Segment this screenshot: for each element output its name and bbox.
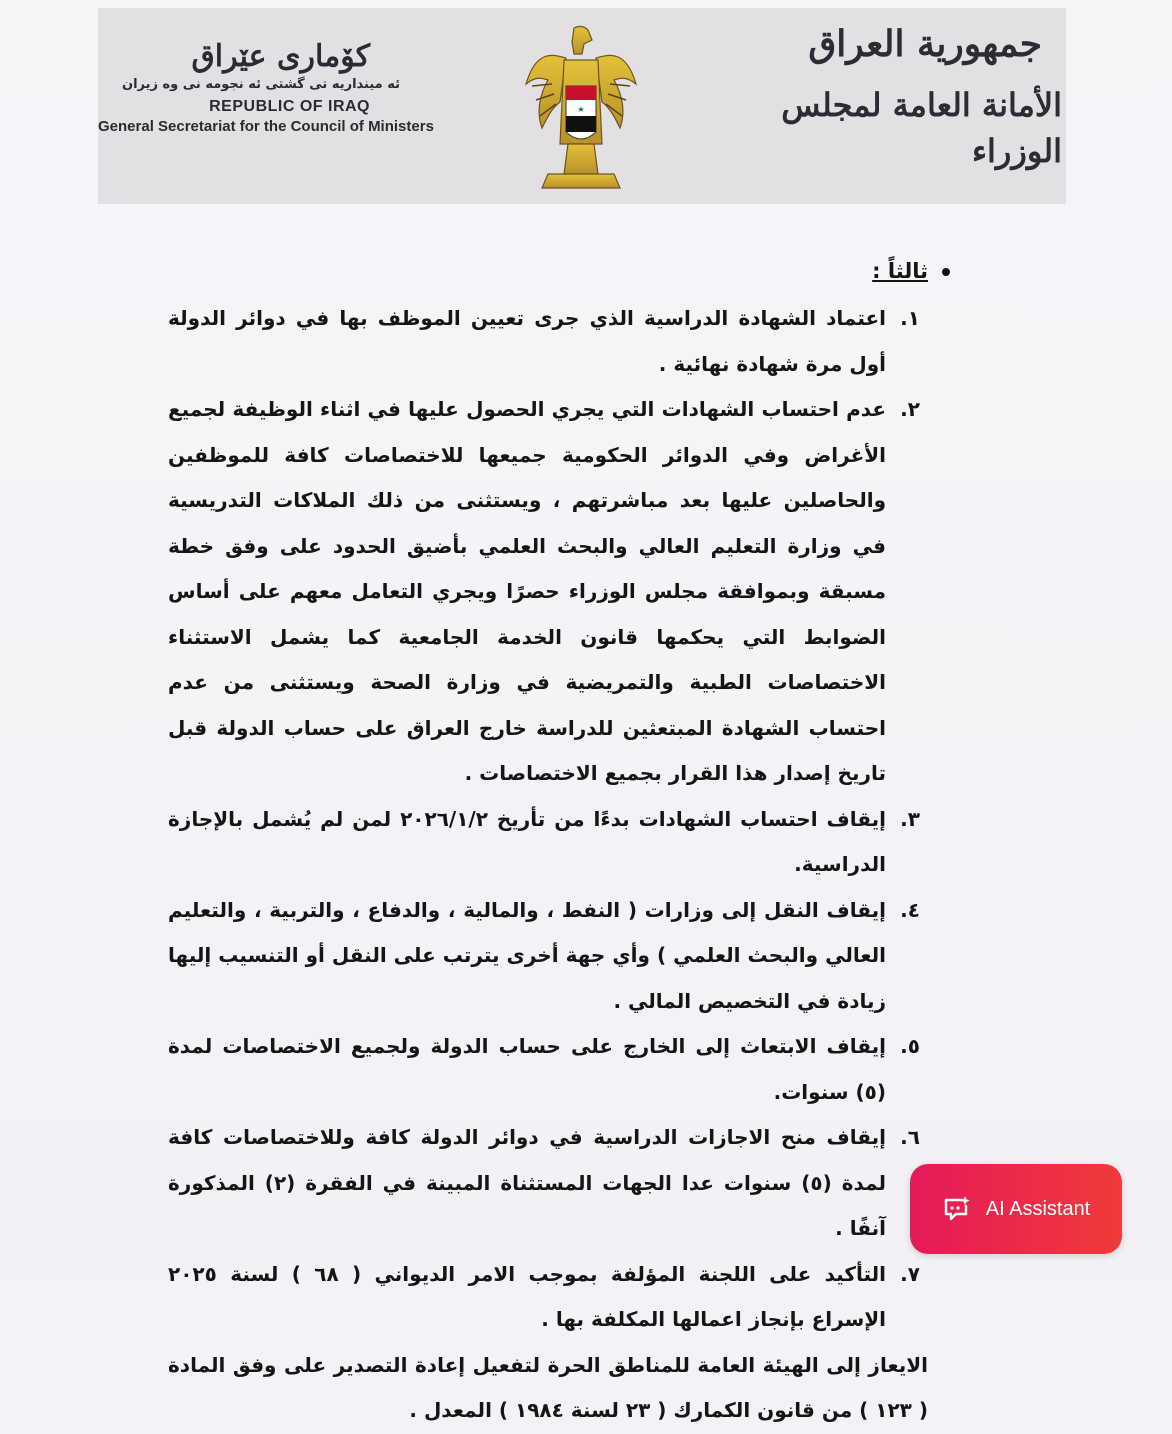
item-number: ٧. <box>900 1261 920 1286</box>
item-text: إيقاف احتساب الشهادات بدءًا من تأريخ ٢٠٢٦/١/٢ لمن لم يُشمل بالإجازة الدراسية. <box>168 806 886 876</box>
list-item <box>168 1115 920 1252</box>
arabic-republic: جمهورية العراق <box>808 23 1042 65</box>
kurdish-title: كۆماری عێراق <box>191 39 370 74</box>
final-paragraph: الايعاز إلى الهيئة العامة للمناطق الحرة لتفعيل إعادة التصدير على وفق المادة ( ١٢٣ ) من قانون الكمارك ( ٢٣ لسنة ١٩٨٤ ) المعدل . <box>168 1352 928 1422</box>
arabic-secretariat: الأمانة العامة لمجلس الوزراء <box>781 86 1062 170</box>
list-item <box>168 797 920 888</box>
item-text: إيقاف الابتعاث إلى الخارج على حساب الدولة ولجميع الاختصاصات لمدة (٥) سنوات. <box>168 1034 886 1104</box>
item-text: عدم احتساب الشهادات التي يجري الحصول عليها في اثناء الوظيفة لجميع الأغراض وفي الدوائر الحكومية جميعها للاختصاصات كافة للموظفين والحاصلين عليها بعد مباشرتهم ، ويستثنى من ذلك الملاكات التدريسية في وزارة التعليم العالي والبحث العلمي بأضيق الحدود على وفق خطة مسبقة وبموافقة مجلس الوزراء حصرًا ويجري التعامل معهم على أساس الضوابط التي يحكمها قانون الخدمة الجامعية كما يشمل الاستثناء الاختصاصات الطبية والتمريضية في وزارة الصحة ويستثنى من عدم احتساب الشهادة المبتعثين للدراسة خارج العراق على حساب الدولة قبل تاريخ إصدار هذا القرار بجميع الاختصاصات . <box>168 397 886 785</box>
item-number: ٦. <box>900 1125 920 1149</box>
item-number: ١. <box>900 306 920 330</box>
item-number: ٢. <box>900 397 920 421</box>
bullet-icon <box>942 268 950 276</box>
chat-sparkle-icon <box>942 1194 972 1224</box>
item-text: اعتماد الشهادة الدراسية الذي جرى تعيين الموظف بها في دوائر الدولة أول مرة شهادة نهائية . <box>168 306 886 376</box>
english-republic: REPUBLIC OF IRAQ <box>209 98 370 115</box>
iraq-eagle-emblem-icon <box>522 24 640 192</box>
ai-assistant-button[interactable] <box>910 1164 1122 1254</box>
list-item <box>168 1252 920 1343</box>
item-number: ٥. <box>900 1034 920 1058</box>
item-number: ٤. <box>900 897 920 922</box>
item-text: إيقاف منح الاجازات الدراسية في دوائر الدولة كافة وللاختصاصات كافة لمدة (٥) سنوات عدا الجهات المستثناة المبينة في الفقرة (٢) المذكورة آنفًا . <box>168 1125 887 1240</box>
decision-body <box>168 248 928 1434</box>
list-item <box>168 1024 920 1115</box>
english-secretariat: General Secretariat for the Council of Ministers <box>98 118 434 135</box>
ai-assistant-label: AI Assistant <box>985 1197 1091 1220</box>
list-item <box>168 296 920 387</box>
svg-text:★: ★ <box>577 105 585 114</box>
item-text: التأكيد على اللجنة المؤلفة بموجب الامر الديواني ( ٦٨ ) لسنة ٢٠٢٥ الإسراع بإنجاز اعمالها المكلفة بها . <box>168 1261 886 1331</box>
list-item <box>168 387 920 797</box>
list-item <box>168 888 920 1025</box>
letterhead-left <box>98 39 434 135</box>
section-title: ثالثاً : <box>872 259 928 284</box>
item-number: ٣. <box>900 806 920 831</box>
section-heading <box>168 248 950 296</box>
letterhead-right <box>780 20 1062 174</box>
item-text: إيقاف النقل إلى وزارات ( النفط ، والمالية ، والدفاع ، والتربية ، والتعليم العالي والبحث العلمي ) وأي جهة أخرى يترتب على النقل أو التنسيب إليها زيادة في التخصيص المالي . <box>168 897 886 1013</box>
kurdish-subtitle: ئه‌ مینداریه‌ تی گشتی ئه‌ نجومه‌ نی وه‌ زیران <box>121 77 400 92</box>
